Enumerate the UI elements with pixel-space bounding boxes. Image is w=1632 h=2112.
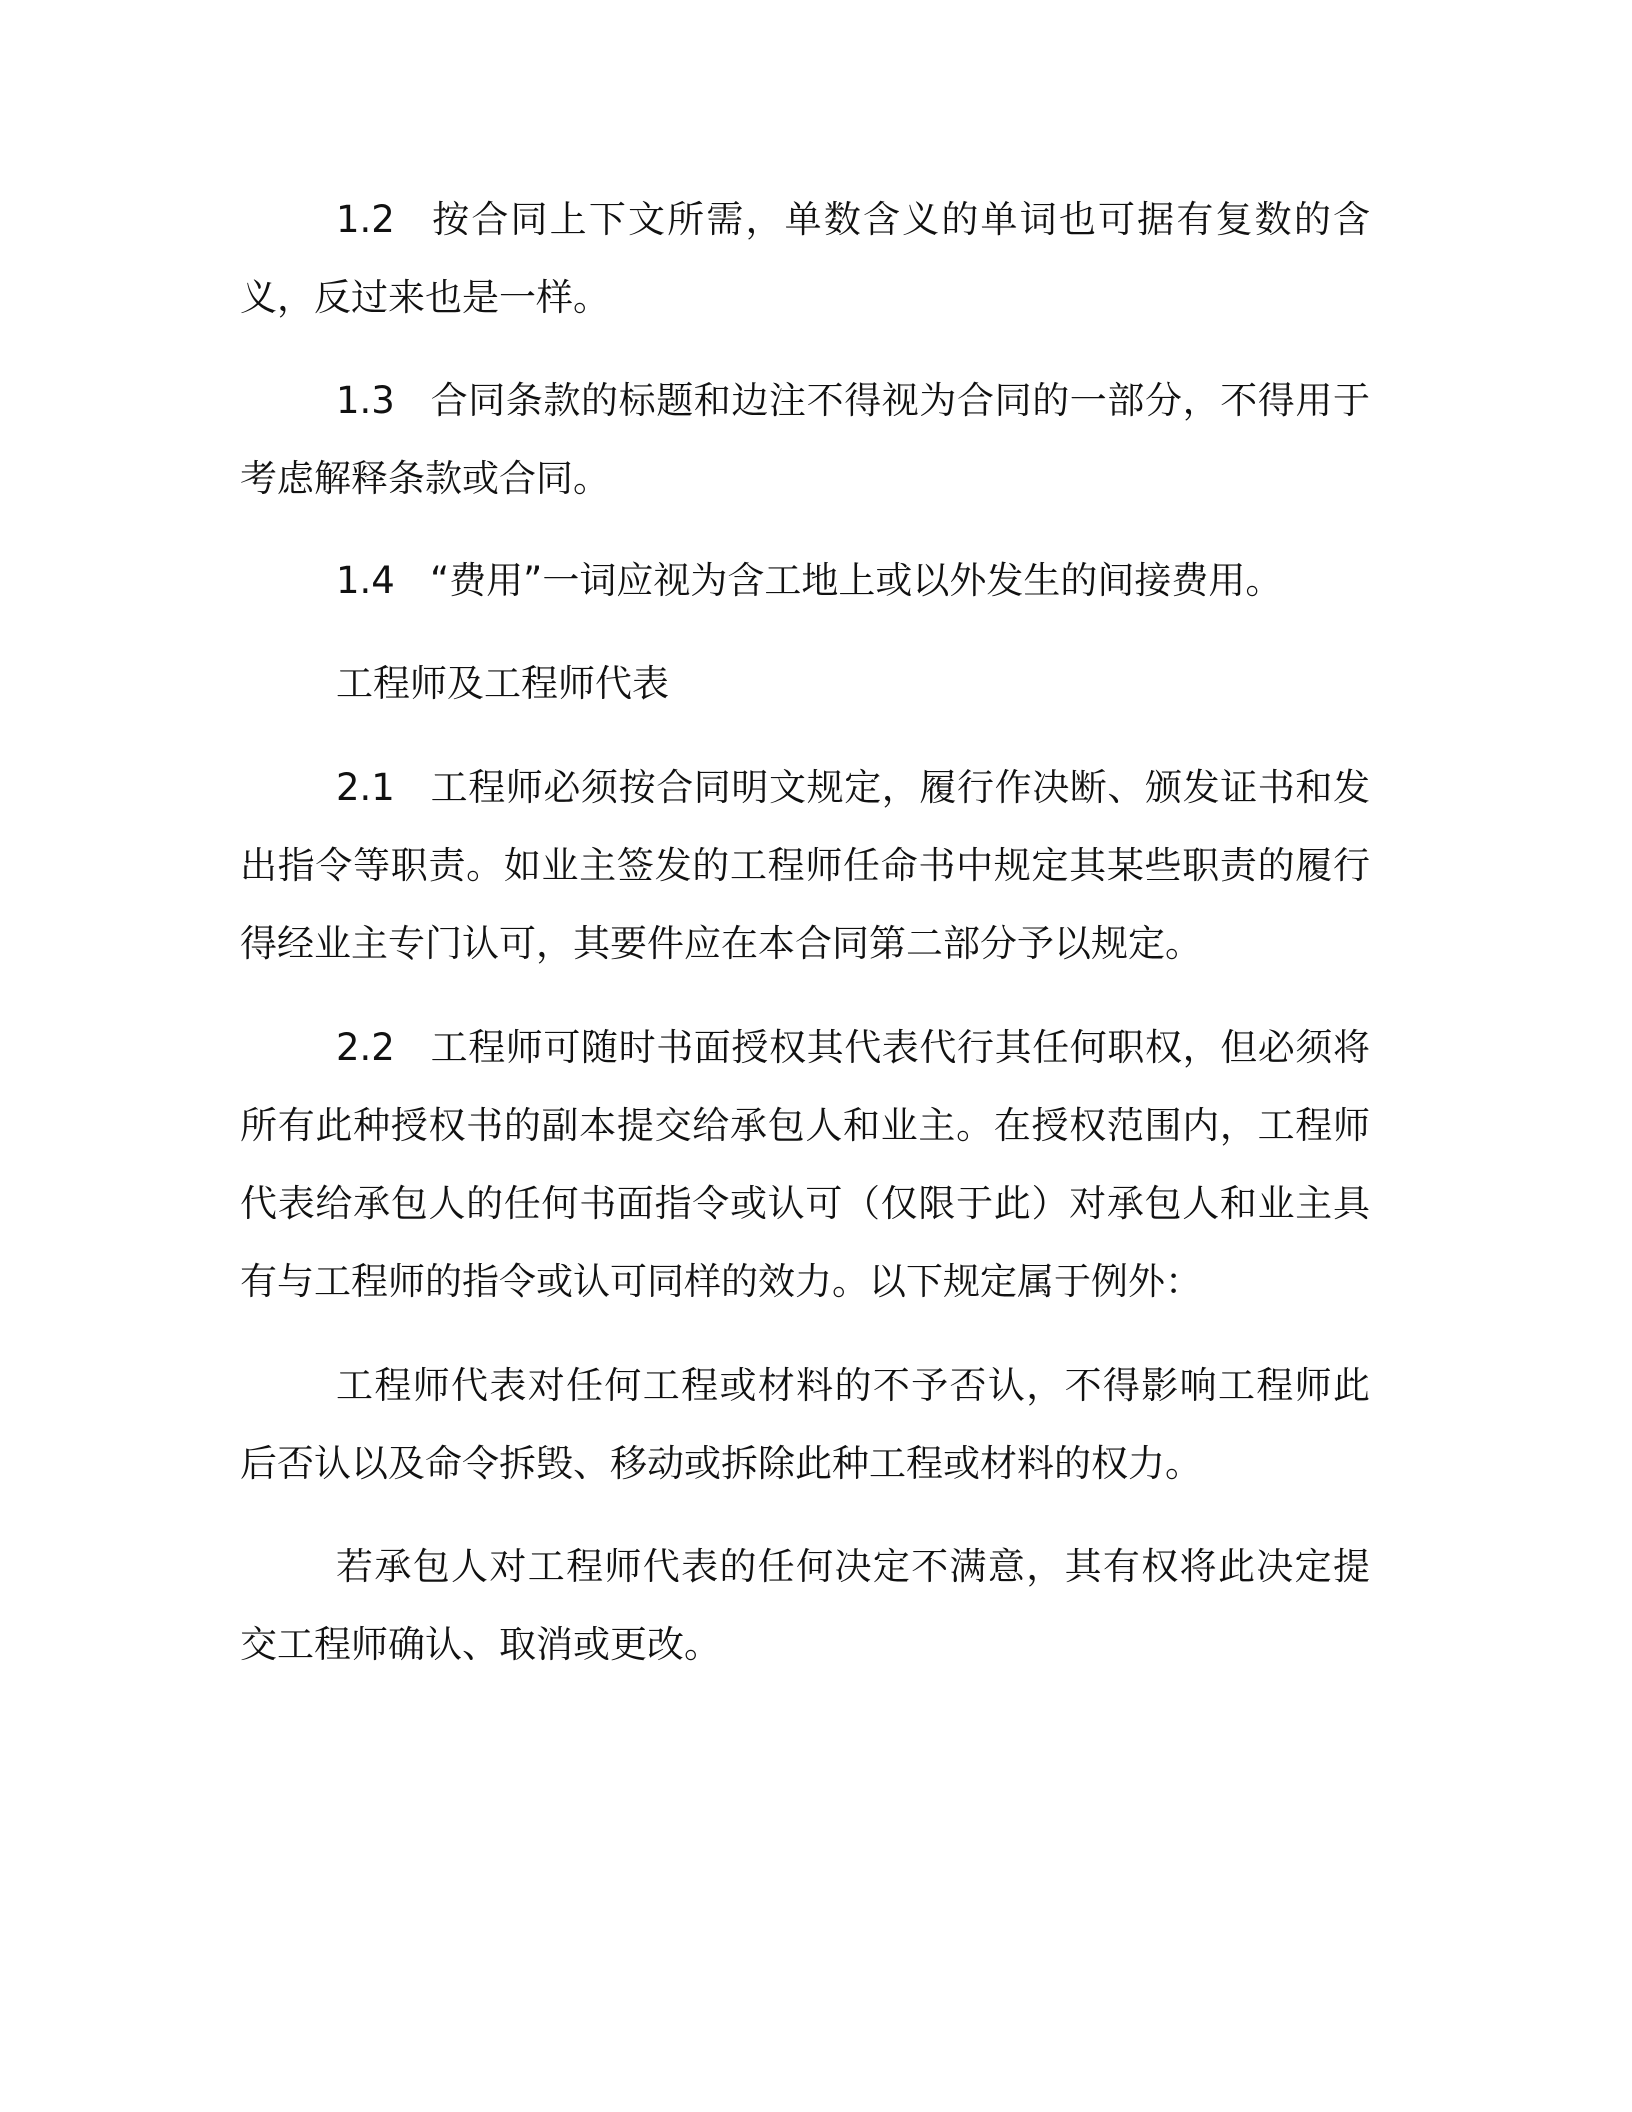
clause-1-3 [240,362,1370,518]
clause-text: 合同条款的标题和边注不得视为合同的一部分，不得用于考虑解释条款或合同。 [240,379,1370,500]
clause-text: 工程师可随时书面授权其代表代行其任何职权，但必须将所有此种授权书的副本提交给承包人和业主。在授权范围内，工程师代表给承包人的任何书面指令或认可（仅限于此）对承包人和业主具有与工程师的指令或认可同样的效力。以下规定属于例外： [240,1026,1370,1303]
clause-2-1 [240,749,1370,983]
exception-paragraph-2 [240,1528,1370,1684]
paragraph-text: 工程师代表对任何工程或材料的不予否认，不得影响工程师此后否认以及命令拆毁、移动或拆除此种工程或材料的权力。 [240,1364,1370,1485]
clause-number: 1.4 [336,559,395,602]
clause-number: 2.1 [336,766,395,809]
clause-number: 1.3 [336,379,395,422]
section-heading [240,645,1370,723]
clause-2-2 [240,1009,1370,1321]
clause-1-4 [240,542,1370,620]
paragraph-text: 若承包人对工程师代表的任何决定不满意，其有权将此决定提交工程师确认、取消或更改。 [240,1545,1370,1666]
clause-text: 按合同上下文所需，单数含义的单词也可据有复数的含义，反过来也是一样。 [240,198,1370,319]
exception-paragraph-1 [240,1347,1370,1503]
clause-text: “费用”一词应视为含工地上或以外发生的间接费用。 [430,559,1283,602]
section-heading-text: 工程师及工程师代表 [336,662,669,705]
clause-number: 1.2 [336,198,395,241]
clause-text: 工程师必须按合同明文规定，履行作决断、颁发证书和发出指令等职责。如业主签发的工程师任命书中规定其某些职责的履行得经业主专门认可，其要件应在本合同第二部分予以规定。 [240,766,1370,965]
clause-1-2 [240,181,1370,337]
clause-number: 2.2 [336,1026,395,1069]
